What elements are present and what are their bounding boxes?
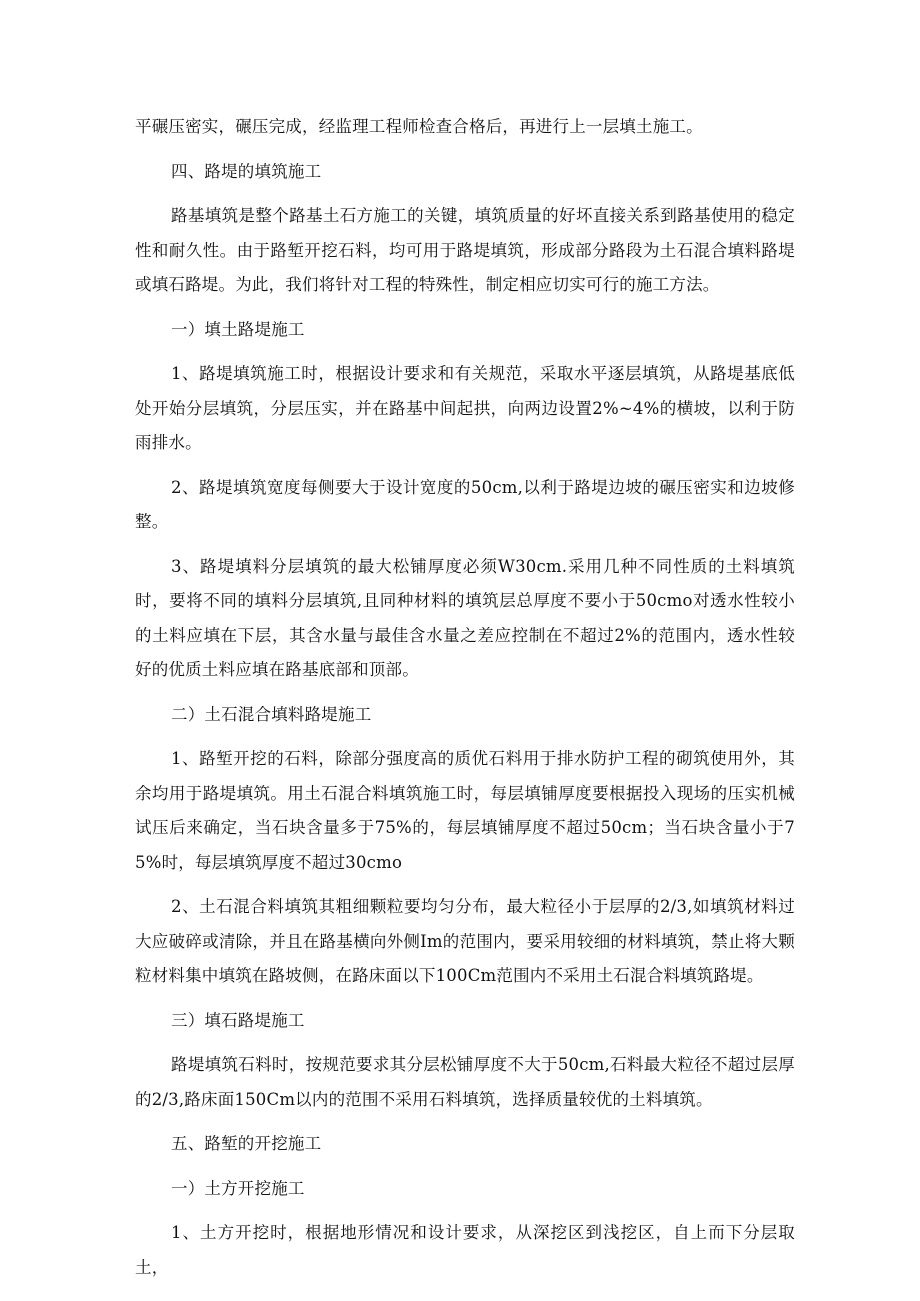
body-paragraph: 1、路堤填筑施工时，根据设计要求和有关规范，采取水平逐层填筑，从路堤基底低处开始分层填筑，分层压实，并在路基中间起拱，向两边设置2%~4%的横坡，以利于防雨排水。 — [135, 364, 795, 452]
body-paragraph: 2、路堤填筑宽度每侧要大于设计宽度的50cm,以利于路堤边坡的碾压密实和边坡修整。 — [135, 477, 795, 531]
subsection-heading: 二）土石混合填料路堤施工 — [171, 704, 372, 724]
body-paragraph: 3、路堤填料分层填筑的最大松铺厚度必须W30cm.采用几种不同性质的土料填筑时，要将不同的填料分层填筑,且同种材料的填筑层总厚度不要小于50cmo对透水性较小的土料应填在下层，其含水量与最佳含水量之差应控制在不超过2%的范围内，透水性较好的优质土料应填在路基底部和顶部。 — [135, 556, 795, 679]
subsection-heading: 三）填石路堤施工 — [171, 1010, 305, 1030]
paragraph-continuation: 平碾压密实，碾压完成，经监理工程师检查合格后，再进行上一层填土施工。 — [135, 117, 703, 136]
section-heading: 五、路堑的开挖施工 — [171, 1134, 322, 1153]
document-body — [135, 110, 795, 1285]
subsection-heading: 一）填土路堤施工 — [171, 319, 305, 339]
section-heading: 四、路堤的填筑施工 — [171, 161, 322, 181]
body-paragraph: 2、土石混合料填筑其粗细颗粒要均匀分布，最大粒径小于层厚的2/3,如填筑材料过大应破碎或清除，并且在路基横向外侧Im的范围内，要采用较细的材料填筑，禁止将大颗粒材料集中填筑在路坡侧，在路床面以下100Cm范围内不采用土石混合料填筑路堤。 — [135, 897, 795, 985]
body-paragraph: 路堤填筑石料时，按规范要求其分层松铺厚度不大于50cm,石料最大粒径不超过层厚的2/3,路床面150Cm以内的范围不采用石料填筑，选择质量较优的土料填筑。 — [135, 1055, 795, 1109]
body-paragraph: 路基填筑是整个路基土石方施工的关键，填筑质量的好坏直接关系到路基使用的稳定性和耐久性。由于路堑开挖石料，均可用于路堤填筑，形成部分路段为土石混合填料路堤或填石路堤。为此，我们将针对工程的特殊性，制定相应切实可行的施工方法。 — [135, 206, 795, 294]
body-paragraph: 1、路堑开挖的石料，除部分强度高的质优石料用于排水防护工程的砌筑使用外，其余均用于路堤填筑。用土石混合料填筑施工时，每层填铺厚度要根据投入现场的压实机械试压后来确定，当石块含量多于75%的，每层填铺厚度不超过50cm；当石块含量小于75%时，每层填筑厚度不超过30cmo — [135, 749, 795, 872]
body-paragraph: 1、土方开挖时，根据地形情况和设计要求，从深挖区到浅挖区，自上而下分层取土， — [135, 1223, 795, 1277]
subsection-heading: 一）土方开挖施工 — [171, 1178, 305, 1198]
